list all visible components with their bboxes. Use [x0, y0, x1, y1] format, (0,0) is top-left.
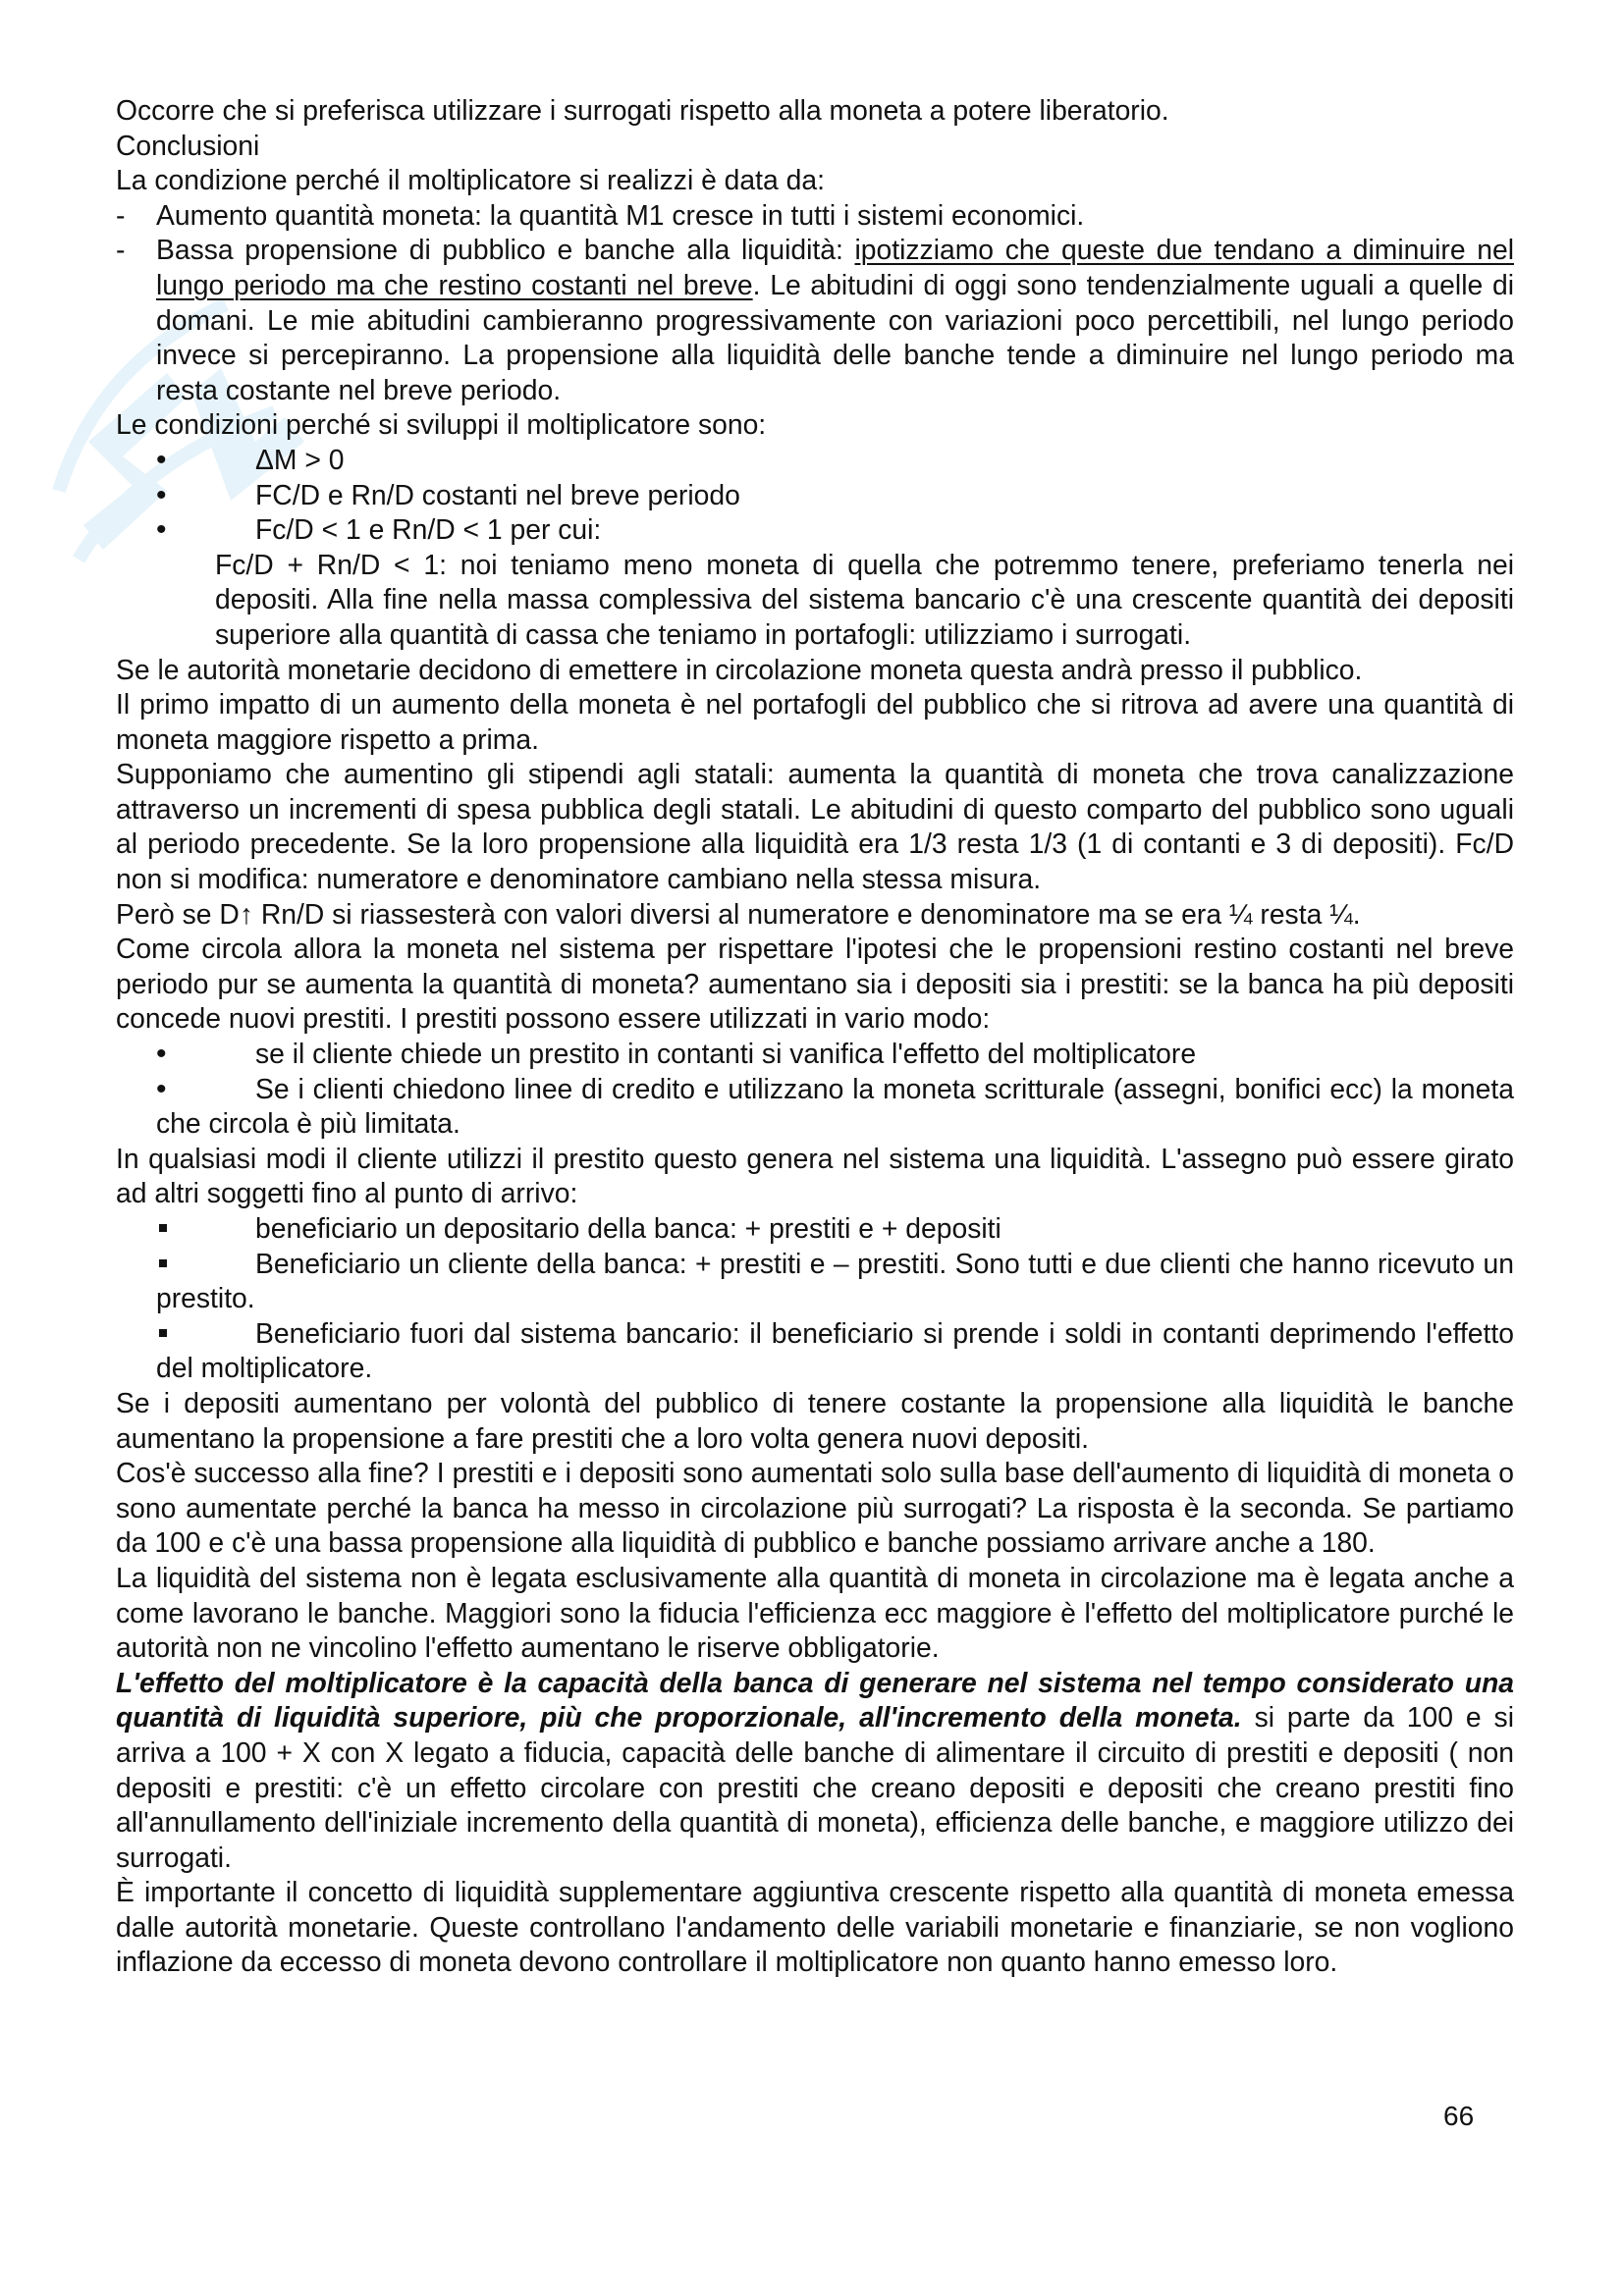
text-line: Occorre che si preferisca utilizzare i surrogati rispetto alla moneta a potere liberatorio.	[116, 94, 1169, 126]
square-bullet-item: Beneficiario un cliente della banca: + prestiti e – prestiti. Sono tutti e due clienti che hanno ricevuto un prestito.	[116, 1247, 1514, 1316]
definition-bold-italic: L'effetto del moltiplicatore è la capacità della banca di generare nel sistema nel tempo considerato una quantità di liquidità superiore, più che proporzionale, all'incremento della moneta.	[116, 1666, 1514, 1734]
document-body	[116, 93, 1514, 1980]
bullet-item: • se il cliente chiede un prestito in contanti si vanifica l'effetto del moltiplicatore	[116, 1037, 1514, 1072]
text-line: La condizione perché il moltiplicatore si realizzi è data da:	[116, 164, 825, 196]
bullet-item: • ΔM > 0	[116, 443, 1514, 478]
paragraph: Se i depositi aumentano per volontà del pubblico di tenere costante la propensione alla liquidità le banche aumentano la propensione a fare prestiti che a loro volta genera nuovi depositi.	[116, 1386, 1514, 1454]
text-line: Le condizioni perché si sviluppi il moltiplicatore sono:	[116, 408, 767, 441]
square-bullet-item: Beneficiario fuori dal sistema bancario: il beneficiario si prende i soldi in contanti deprimendo l'effetto del moltiplicatore.	[116, 1316, 1514, 1386]
dash-list-item: - Aumento quantità moneta: la quantità M1 cresce in tutti i sistemi economici.	[116, 198, 1514, 234]
paragraph: Come circola allora la moneta nel sistema per rispettare l'ipotesi che le propensioni restino costanti nel breve periodo pur se aumenta la quantità di moneta? aumentano sia i depositi sia i prestiti: se la banca ha più depositi concede nuovi prestiti. I prestiti possono essere utilizzati in vario modo:	[116, 933, 1514, 1035]
bullet-item: • FC/D e Rn/D costanti nel breve periodo	[116, 478, 1514, 513]
paragraph: Supponiamo che aumentino gli stipendi agli statali: aumenta la quantità di moneta che trova canalizzazione attraverso un incrementi di spesa pubblica degli statali. Le abitudini di questo comparto del pubblico sono uguali al periodo precedente. Se la loro propensione alla liquidità era 1/3 resta 1/3 (1 di contanti e 3 di depositi). Fc/D non si modifica: numeratore e denominatore cambiano nella stessa misura.	[116, 758, 1514, 895]
section-heading: Conclusioni	[116, 129, 260, 161]
paragraph: La liquidità del sistema non è legata esclusivamente alla quantità di moneta in circolazione ma è legata anche a come lavorano le banche. Maggiori sono la fiducia l'efficienza ecc maggiore è l'effetto del moltiplicatore purché le autorità non ne vincolino l'effetto aumentano le riserve obbligatorie.	[116, 1561, 1514, 1664]
page-number: 66	[1443, 2101, 1475, 2131]
dash-item-text: Bassa propensione di pubblico e banche alla liquidità:	[156, 234, 855, 266]
dash-item-text: . Le abitudini di oggi sono tendenzialmente uguali a quelle di domani. Le mie abitudini cambieranno progressivamente con variazioni poco percettibili, nel lungo periodo invece si percepiranno. La propensione alla liquidità delle banche tende a diminuire nel lungo periodo ma resta costante nel breve periodo.	[156, 268, 1514, 405]
underlined-text: ipotizziamo che queste due tendano a diminuire nel lungo periodo ma che restino costanti nel breve	[156, 234, 1514, 300]
dash-list-item	[116, 233, 1514, 407]
square-bullet-item: beneficiario un depositario della banca: + prestiti e + depositi	[116, 1211, 1514, 1247]
paragraph: Il primo impatto di un aumento della moneta è nel portafogli del pubblico che si ritrova ad avere una quantità di moneta maggiore rispetto a prima.	[116, 688, 1514, 755]
paragraph	[116, 1666, 1514, 1876]
formula-paragraph: Fc/D + Rn/D < 1: noi teniamo meno moneta di quella che potremmo tenere, preferiamo tenerla nei depositi. Alla fine nella massa complessiva del sistema bancario c'è una crescente quantità dei depositi superiore alla quantità di cassa che teniamo in portafogli: utilizziamo i surrogati.	[215, 548, 1514, 650]
bullet-item: • Se i clienti chiedono linee di credito e utilizzano la moneta scritturale (assegni, bonifici ecc) la moneta che circola è più limitata.	[116, 1072, 1514, 1142]
bullet-item: • Fc/D < 1 e Rn/D < 1 per cui:	[116, 512, 1514, 548]
paragraph: In qualsiasi modi il cliente utilizzi il prestito questo genera nel sistema una liquidità. L'assegno può essere girato ad altri soggetti fino al punto di arrivo:	[116, 1142, 1514, 1209]
paragraph: È importante il concetto di liquidità supplementare aggiuntiva crescente rispetto alla quantità di moneta emessa dalle autorità monetarie. Queste controllano l'andamento delle variabili monetarie e finanziarie, se non vogliono inflazione da eccesso di moneta devono controllare il moltiplicatore non quanto hanno emesso loro.	[116, 1876, 1514, 1978]
paragraph: Cos'è successo alla fine? I prestiti e i depositi sono aumentati solo sulla base dell'aumento di liquidità di moneta o sono aumentate perché la banca ha messo in circolazione più surrogati? La risposta è la seconda. Se partiamo da 100 e c'è una bassa propensione alla liquidità di pubblico e banche possiamo arrivare anche a 180.	[116, 1457, 1514, 1559]
paragraph: Però se D↑ Rn/D si riassesterà con valori diversi al numeratore e denominatore ma se era ¼ resta ¼.	[116, 897, 1361, 930]
paragraph-text: si parte da 100 e si arriva a 100 + X con X legato a fiducia, capacità delle banche di alimentare il circuito di prestiti e depositi ( non depositi e prestiti: c'è un effetto circolare con prestiti che creano depositi e depositi che creano prestiti fino all'annullamento dell'iniziale incremento della quantità di moneta), efficienza delle banche, e maggiore utilizzo dei surrogati.	[116, 1701, 1514, 1873]
paragraph: Se le autorità monetarie decidono di emettere in circolazione moneta questa andrà presso il pubblico.	[116, 653, 1363, 685]
